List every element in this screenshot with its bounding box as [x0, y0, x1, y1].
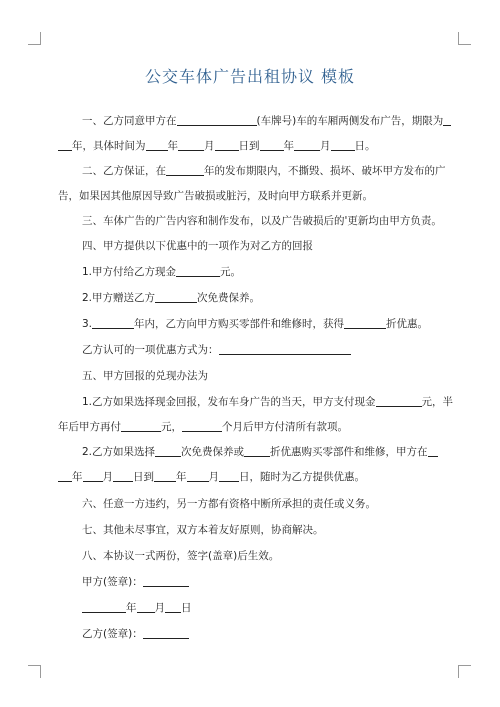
- offer-3: 3. 年内，乙方向甲方购买零部件和维修时，获得 折优惠。: [82, 318, 429, 330]
- crop-mark-top-left: [28, 32, 41, 45]
- clause-1-line-1: 一、乙方同意甲方在 (车牌号)车的车厢两侧发布广告，期限为: [82, 114, 451, 128]
- clause-1-line-2: 年，具体时间为 年 月 日到 年 月 日。: [58, 139, 376, 153]
- clause-8: 八、本协议一式两份，签字(盖章)后生效。: [82, 550, 280, 562]
- clause-2-line-1: 二、乙方保证，在 年的发布期限内，不撕毁、损坏、破坏甲方发布的广: [82, 165, 446, 177]
- document-title: 公交车体广告出租协议 模板: [144, 67, 356, 86]
- redeem-1-line-1: 1.乙方如果选择现金回报，发布车身广告的当天，甲方支付现金 元，半: [82, 396, 454, 408]
- crop-mark-bottom-left: [28, 665, 41, 678]
- crop-mark-bottom-right: [458, 665, 471, 678]
- clause-7: 七、其他未尽事宜，双方本着友好原则，协商解决。: [82, 524, 324, 536]
- signature-party-a: 甲方(签章)：: [82, 575, 189, 589]
- signature-a-field[interactable]: [143, 575, 189, 587]
- signature-party-b: 乙方(签章)：: [82, 627, 189, 641]
- blank-term[interactable]: [443, 114, 451, 126]
- redeem-1-line-2: 年后甲方再付 元， 个月后甲方付清所有款项。: [58, 421, 348, 433]
- offer-2: 2.甲方赠送乙方 次免费保养。: [82, 292, 261, 304]
- signature-b-field[interactable]: [143, 627, 189, 639]
- clause-6: 六、任意一方违约，另一方都有资格中断所承担的责任或义务。: [82, 498, 376, 510]
- clause-4: 四、甲方提供以下优惠中的一项作为对乙方的回报: [82, 240, 313, 252]
- blank-plate-number[interactable]: [177, 114, 257, 126]
- signature-date: 年 月 日: [82, 601, 192, 615]
- clause-5: 五、甲方回报的兑现办法为: [82, 370, 208, 382]
- redeem-2-line-1: 2.乙方如果选择 次免费保养或 折优惠购买零部件和维修，甲方在: [82, 445, 438, 459]
- clause-3: 三、车体广告的广告内容和制作发布，以及广告破损后的'更新均由甲方负责。: [82, 215, 442, 227]
- offer-1: 1.甲方付给乙方现金 元。: [82, 266, 242, 278]
- redeem-2-line-2: 年 月 日到 年 月 日，随时为乙方提供优惠。: [58, 470, 365, 484]
- clause-2-line-2: 告，如果因其他原因导致广告破损或脏污，及时向甲方联系并更新。: [58, 190, 373, 202]
- offer-choice: 乙方认可的一项优惠方式为：: [82, 343, 351, 357]
- crop-mark-top-right: [458, 32, 471, 45]
